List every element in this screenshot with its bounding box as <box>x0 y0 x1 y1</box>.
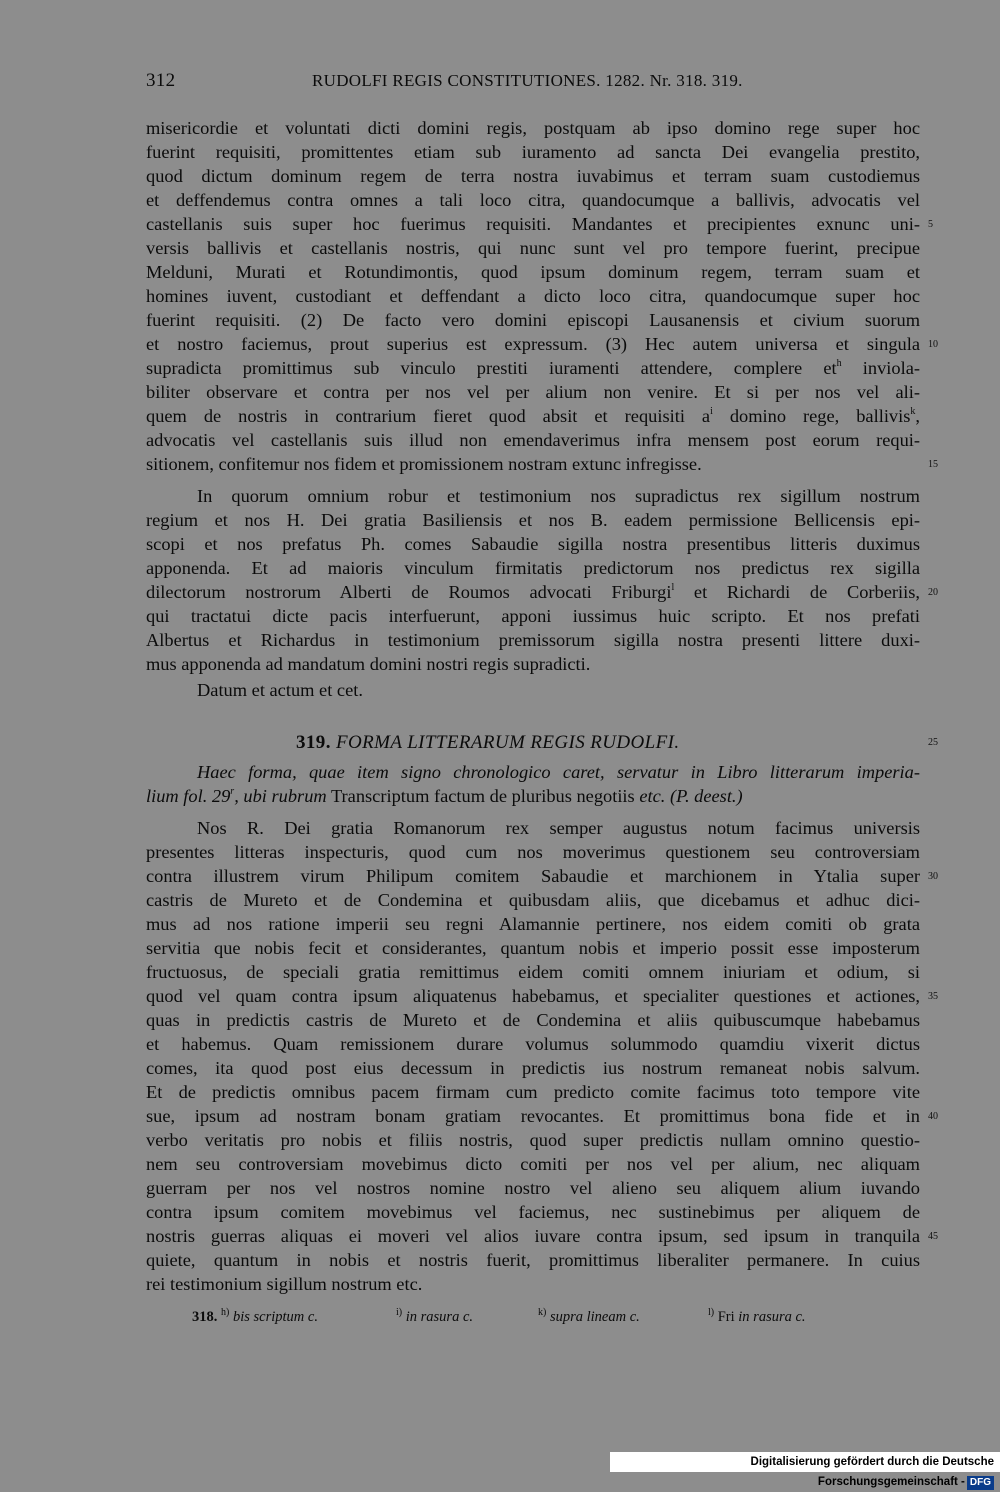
text-line: quod dictum dominum regem de terra nostra iuvabimus et terram suam custodiemus <box>146 166 920 186</box>
text-line: scopi et nos prefatus Ph. comes Sabaudie sigilla nostra presentibus litteris duximus <box>146 534 920 554</box>
document-heading <box>296 730 679 756</box>
editorial-note: Haec forma, quae item signo chronologico caret, servatur in Libro litterarum imperia- <box>197 762 920 782</box>
text-line: sue, ipsum ad nostram bonam gratiam revocantes. Et promittimus bona fide et in <box>146 1106 920 1126</box>
text-line: quem de nostris in contrarium fieret quod absit et requisiti $a^i$ domino rege, ballivis$^k$, <box>146 406 920 426</box>
margin-line-number: 5 <box>928 219 933 230</box>
text-line: comes, ita quod post eius decessum in predictis ius nostrum remaneat nobis salvum. <box>146 1058 920 1078</box>
page-number: 312 <box>146 70 176 91</box>
margin-line-number: 10 <box>928 339 938 350</box>
text-line: servitia que nobis fecit et considerantes, quantum nobis et imperio possit esse imposterum <box>146 938 920 958</box>
running-title: RUDOLFI REGIS CONSTITUTIONES. 1282. Nr. 318. 319. <box>312 71 743 90</box>
footnote-318-k: $^{k)}$ supra lineam c. <box>538 1307 640 1325</box>
text-line: nem seu controversiam movebimus dicto comiti per nos vel per alium, nec aliquam <box>146 1154 920 1174</box>
text-line: versis ballivis et castellanis nostris, qui nunc sunt vel pro tempore fuerint, precipue <box>146 238 920 258</box>
funding-text: Digitalisierung gefördert durch die Deutsche Forschungsgemeinschaft - <box>750 1456 994 1488</box>
text-line: nostris guerras aliquas ei moveri vel alios iuvare contra ipsum, sed ipsum in tranquila <box>146 1226 920 1246</box>
text-line: rei testimonium sigillum nostrum etc. <box>146 1274 423 1294</box>
text-line: In quorum omnium robur et testimonium nos supradictus rex sigillum nostrum <box>197 486 920 506</box>
footnote-marker: h <box>836 358 842 369</box>
running-header <box>146 70 776 98</box>
text-line: Melduni, Murati et Rotundimontis, quod ipsum dominum regem, terram suam et <box>146 262 920 282</box>
text-line: biliter observare et contra per nos vel per alium non venire. Et si per nos vel ali- <box>146 382 920 402</box>
text-line: contra ipsum comitem movebimus vel faciemus, nec sustinebimus per aliquem de <box>146 1202 920 1222</box>
footnote-318-h: 318. $^{h)}$ bis scriptum c. <box>192 1307 318 1325</box>
text-line: quiete, quantum in nobis et nostris fuerit, promittimus liberaliter permanere. In cuius <box>146 1250 920 1270</box>
text-line: mus ad nos ratione imperii seu regni Alamannie pertinere, nos eidem comiti ob grata <box>146 914 920 934</box>
text-line: apponenda. Et ad maioris vinculum firmitatis predictorum nos predictus rex sigilla <box>146 558 920 578</box>
text-line: castris de Mureto et de Condemina et quibusdam aliis, que dicebamus et adhuc dici- <box>146 890 920 910</box>
text-line: Albertus et Richardus in testimonium premissorum sigilla nostra presenti littere duxi- <box>146 630 920 650</box>
text-line: supradicta promittimus sub vinculo prestiti iuramenti attendere, complere $et^h$ inviola- <box>146 358 920 378</box>
text-line: quas in predictis castris de Mureto et de Condemina et aliis quibuscumque habebamus <box>146 1010 920 1030</box>
footnote-318-i: $^{i)}$ in rasura c. <box>396 1307 474 1325</box>
margin-line-number: 40 <box>928 1111 938 1122</box>
margin-line-number: 20 <box>928 587 938 598</box>
text-line: quod vel quam contra ipsum aliquatenus habebamus, et specialiter questiones et actiones, <box>146 986 920 1006</box>
text-line: misericordie et voluntati dicti domini regis, postquam ab ipso domino rege super hoc <box>146 118 920 138</box>
footnote-marker: i <box>710 406 713 417</box>
text-line: mus apponenda ad mandatum domini nostri regis supradicti. <box>146 654 591 674</box>
text-line: castellanis suis super hoc fuerimus requisiti. Mandantes et precipientes exnunc uni- <box>146 214 920 234</box>
text-line: presentes litteras inspecturis, quod cum nos moverimus questionem seu controversiam <box>146 842 920 862</box>
editorial-note: lium fol. 29$^r$, ubi rubrum Transcriptum factum de pluribus negotiis etc. (P. deest.) <box>146 786 743 806</box>
text-line: fuerint requisiti, promittentes etiam sub iuramento ad sancta Dei evangelia prestito, <box>146 142 920 162</box>
text-line: dilectorum nostrorum Alberti de Roumos advocati Friburgi$^l$ et Richardi de Corberiis, <box>146 582 920 602</box>
text-line: fructuosus, de speciali gratia remittimus eidem comiti omnem iniuriam et odium, si <box>146 962 920 982</box>
margin-line-number: 30 <box>928 871 938 882</box>
text-line: Et de predictis omnibus pacem firmam cum predicto comite facimus toto tempore vite <box>146 1082 920 1102</box>
footnote-318-l: $^{l)}$ Fri in rasura c. <box>708 1307 806 1325</box>
footnote-marker: k <box>910 406 916 417</box>
text-line: regium et nos H. Dei gratia Basiliensis et nos B. eadem permissione Bellicensis epi- <box>146 510 920 530</box>
footnote-marker: l <box>671 582 675 593</box>
text-line: Datum et actum et cet. <box>197 680 363 700</box>
funding-banner <box>610 1452 1000 1488</box>
margin-line-number: 25 <box>928 737 938 748</box>
text-line: contra illustrem virum Philipum comitem Sabaudie et marchionem in Ytalia super <box>146 866 920 886</box>
text-line: qui tractatui dicte pacis interfuerunt, apponi iussimus huic scripto. Et nos prefati <box>146 606 920 626</box>
text-line: et deffendemus contra omnes a tali loco citra, quandocumque a ballivis, advocatis vel <box>146 190 920 210</box>
text-line: Nos R. Dei gratia Romanorum rex semper augustus notum facimus universis <box>197 818 920 838</box>
margin-line-number: 35 <box>928 991 938 1002</box>
document-title: FORMA LITTERARUM REGIS RUDOLFI. <box>336 732 680 753</box>
dfg-logo: DFG <box>967 1476 994 1490</box>
text-line: sitionem, confitemur nos fidem et promissionem nostram extunc infregisse. <box>146 454 702 474</box>
text-line: guerram per nos vel nostros nomine nostro vel alieno seu aliquem alium iuvando <box>146 1178 920 1198</box>
text-line: et habemus. Quam remissionem durare volumus solummodo quamdiu vixerit dictus <box>146 1034 920 1054</box>
text-line: advocatis vel castellanis suis illud non emendaverimus infra mensem post eorum requi- <box>146 430 920 450</box>
margin-line-number: 45 <box>928 1231 938 1242</box>
document-number: 319. <box>296 732 331 753</box>
text-line: homines iuvent, custodiant et deffendant a dicto loco citra, quandocumque super hoc <box>146 286 920 306</box>
margin-line-number: 15 <box>928 459 938 470</box>
text-line: et nostro faciemus, prout superius est expressum. (3) Hec autem universa et singula <box>146 334 920 354</box>
text-line: fuerint requisiti. (2) De facto vero domini episcopi Lausanensis et civium suorum <box>146 310 920 330</box>
text-line: verbo veritatis pro nobis et filiis nostris, quod super predictis nullam omnino questio- <box>146 1130 920 1150</box>
